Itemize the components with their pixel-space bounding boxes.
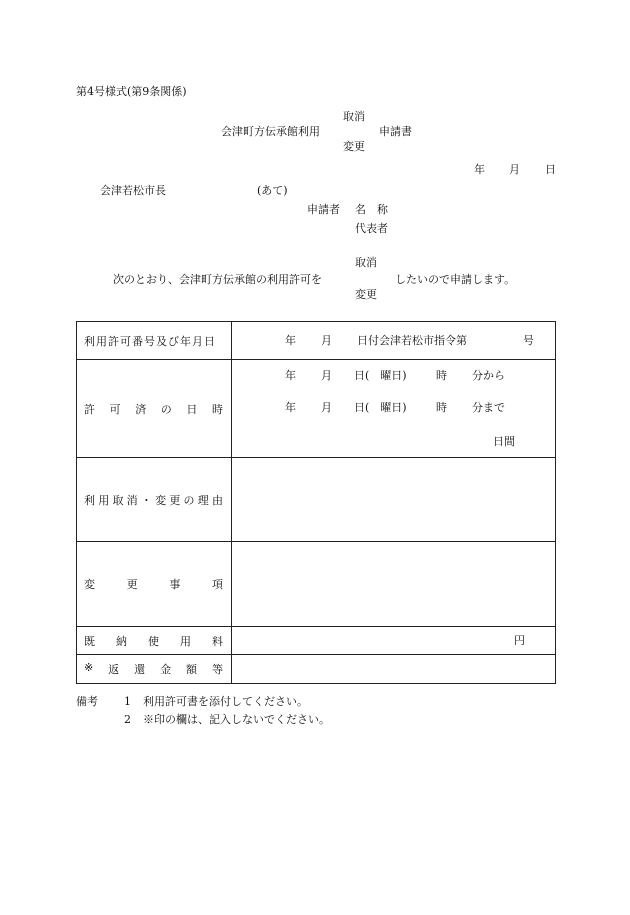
start-year: 年 [285,369,296,382]
changes-label-cell [77,542,232,627]
label-char: 事 [169,578,181,591]
permitted-datetime-label [77,401,231,417]
addressee-name: 会津若松市長 [100,184,166,197]
permit-number-suffix: 号 [523,334,534,347]
label-char: 更 [126,578,138,591]
label-char: 用 [98,493,110,507]
refund-label [77,661,231,677]
title-prefix: 会津町方伝承館利用 [221,125,320,138]
duration-days: 日間 [493,435,515,448]
label-char: の [183,493,195,507]
label-char: 時 [211,402,223,416]
request-option-cancel: 取消 [355,256,377,269]
addressee-honorific: (あて) [257,184,288,197]
label-char: 更 [169,493,181,507]
label-char: 用 [180,634,191,648]
start-hour: 時 [436,369,447,382]
label-char: 済 [135,402,147,416]
table-row-paid-fee [77,627,556,655]
permit-number-value-cell[interactable] [232,322,556,360]
reason-label [77,492,231,508]
refund-label-cell [77,655,232,684]
label-char: 取 [112,493,124,507]
start-minute: 分から [472,369,505,382]
label-char: 使 [148,634,159,648]
paid-fee-label [77,633,231,649]
label-char: 可 [109,402,121,416]
label-char: 利 [84,493,95,507]
changes-value-cell[interactable] [232,542,556,627]
label-char: 既 [84,634,95,648]
changes-label [77,576,231,592]
label-char: 等 [211,663,223,676]
paid-fee-value-cell[interactable] [232,627,556,655]
label-char: 許 [84,402,95,416]
title-option-change: 変更 [343,140,365,153]
end-month: 月 [321,401,332,414]
permit-text: 日付会津若松市指令第 [357,334,467,347]
table-row-permitted-datetime [77,360,556,458]
applicant-label: 申請者 [307,203,340,216]
start-month: 月 [321,369,332,382]
date-year: 年 [474,163,485,176]
label-char: 額 [186,663,198,676]
title-option-cancel: 取消 [343,110,365,123]
permit-month: 月 [321,334,332,347]
label-char: 料 [212,634,223,648]
applicant-name-label: 名 称 [355,203,388,216]
label-char: ・ [140,493,152,507]
label-char: の [160,402,172,416]
label-char: 項 [211,578,223,591]
fee-unit: 円 [514,634,525,647]
notes-label: 備考 [76,695,98,708]
label-char: 納 [116,634,127,648]
label-char: 変 [84,578,95,591]
label-char: ※ [84,661,94,674]
label-char: 変 [155,493,167,507]
end-hour: 時 [436,401,447,414]
permitted-datetime-value-cell[interactable] [232,360,556,458]
label-char: 返 [108,663,120,676]
paid-fee-label-cell [77,627,232,655]
request-suffix: したいので申請します。 [395,273,516,286]
label-char: 金 [160,663,172,676]
title-suffix: 申請書 [379,125,412,138]
refund-value-cell [232,655,556,684]
table-row-refund [77,655,556,684]
start-day: 日( 曜日) [354,369,407,382]
label-char: 由 [211,493,223,507]
table-row-permit-number [77,322,556,360]
end-minute: 分まで [472,401,505,414]
end-day: 日( 曜日) [354,401,407,414]
form-number: 第4号様式(第9条関係) [76,85,187,98]
label-char: 日 [186,402,198,416]
request-option-change: 変更 [355,288,377,301]
end-year: 年 [285,401,296,414]
permitted-datetime-label-cell [77,360,232,458]
permit-number-label-cell [77,322,232,360]
note-1-number: 1 [124,695,131,708]
table-row-changes [77,542,556,627]
label-char: 還 [134,663,146,676]
request-prefix: 次のとおり、会津町方伝承館の利用許可を [113,273,322,286]
date-day: 日 [545,163,556,176]
note-2-text: ※印の欄は、記入しないでください。 [143,713,330,726]
note-1-text: 利用許可書を添付してください。 [143,695,308,708]
permit-year: 年 [285,334,296,347]
label-char: 消 [126,493,138,507]
permit-number-label: 利用許可番号及び年月日 [84,334,216,348]
applicant-rep-label: 代表者 [355,222,388,235]
date-month: 月 [509,163,520,176]
reason-value-cell[interactable] [232,458,556,542]
application-table [76,321,556,684]
table-row-reason [77,458,556,542]
label-char: 理 [197,493,209,507]
reason-label-cell [77,458,232,542]
note-2-number: 2 [124,713,131,726]
